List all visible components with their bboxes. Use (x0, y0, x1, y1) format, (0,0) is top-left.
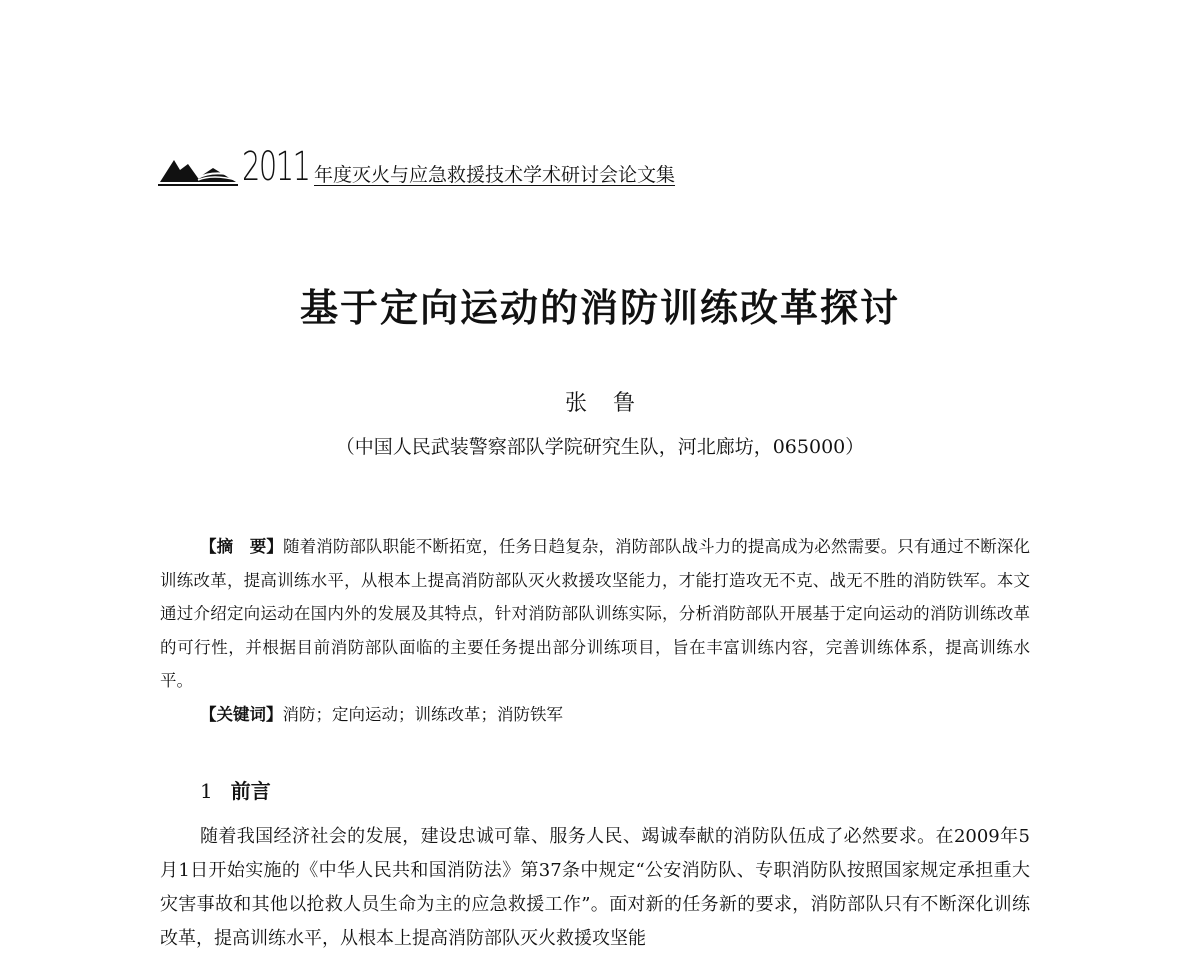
keywords-text: 消防；定向运动；训练改革；消防铁军 (282, 704, 563, 724)
book-logo-icon (158, 152, 238, 186)
abstract-paragraph (160, 530, 1030, 698)
section-body (160, 820, 1030, 956)
section-title: 前言 (230, 779, 271, 803)
header-year: 2011 (242, 144, 310, 190)
body-paragraph: 随着我国经济社会的发展，建设忠诚可靠、服务人民、竭诚奉献的消防队伍成了必然要求。在2009年5月1日开始实施的《中华人民共和国消防法》第37条中规定“公安消防队、专职消防队按照国家规定承担重大灾害事故和其他以抢救人员生命为主的应急救援工作”。面对新的任务新的要求，消防部队只有不断深化训练改革，提高训练水平，从根本上提高消防部队灭火救援攻坚能 (160, 826, 1030, 949)
running-header (158, 144, 758, 190)
paper-title: 基于定向运动的消防训练改革探讨 (299, 285, 900, 330)
abstract-text: 随着消防部队职能不断拓宽，任务日趋复杂，消防部队战斗力的提高成为必然需要。只有通过不断深化训练改革，提高训练水平，从根本上提高消防部队灭火救援攻坚能力，才能打造攻无不克、战无不胜的消防铁军。本文通过介绍定向运动在国内外的发展及其特点，针对消防部队训练实际，分析消防部队开展基于定向运动的消防训练改革的可行性，并根据目前消防部队面临的主要任务提出部分训练项目，旨在丰富训练内容，完善训练体系，提高训练水平。 (160, 537, 1031, 691)
abstract-block (160, 530, 1030, 732)
section-heading (200, 775, 271, 804)
keywords-label: 【关键词】 (200, 704, 283, 724)
abstract-label: 【摘 要】 (200, 537, 284, 556)
series-title: 年度灭火与应急救援技术学术研讨会论文集 (314, 164, 676, 186)
section-number: 1 (200, 779, 213, 803)
keywords-line (160, 698, 1030, 732)
author-affiliation: （中国人民武装警察部队学院研究生队，河北廊坊，065000） (335, 436, 865, 458)
author-name: 张鲁 (564, 391, 661, 416)
